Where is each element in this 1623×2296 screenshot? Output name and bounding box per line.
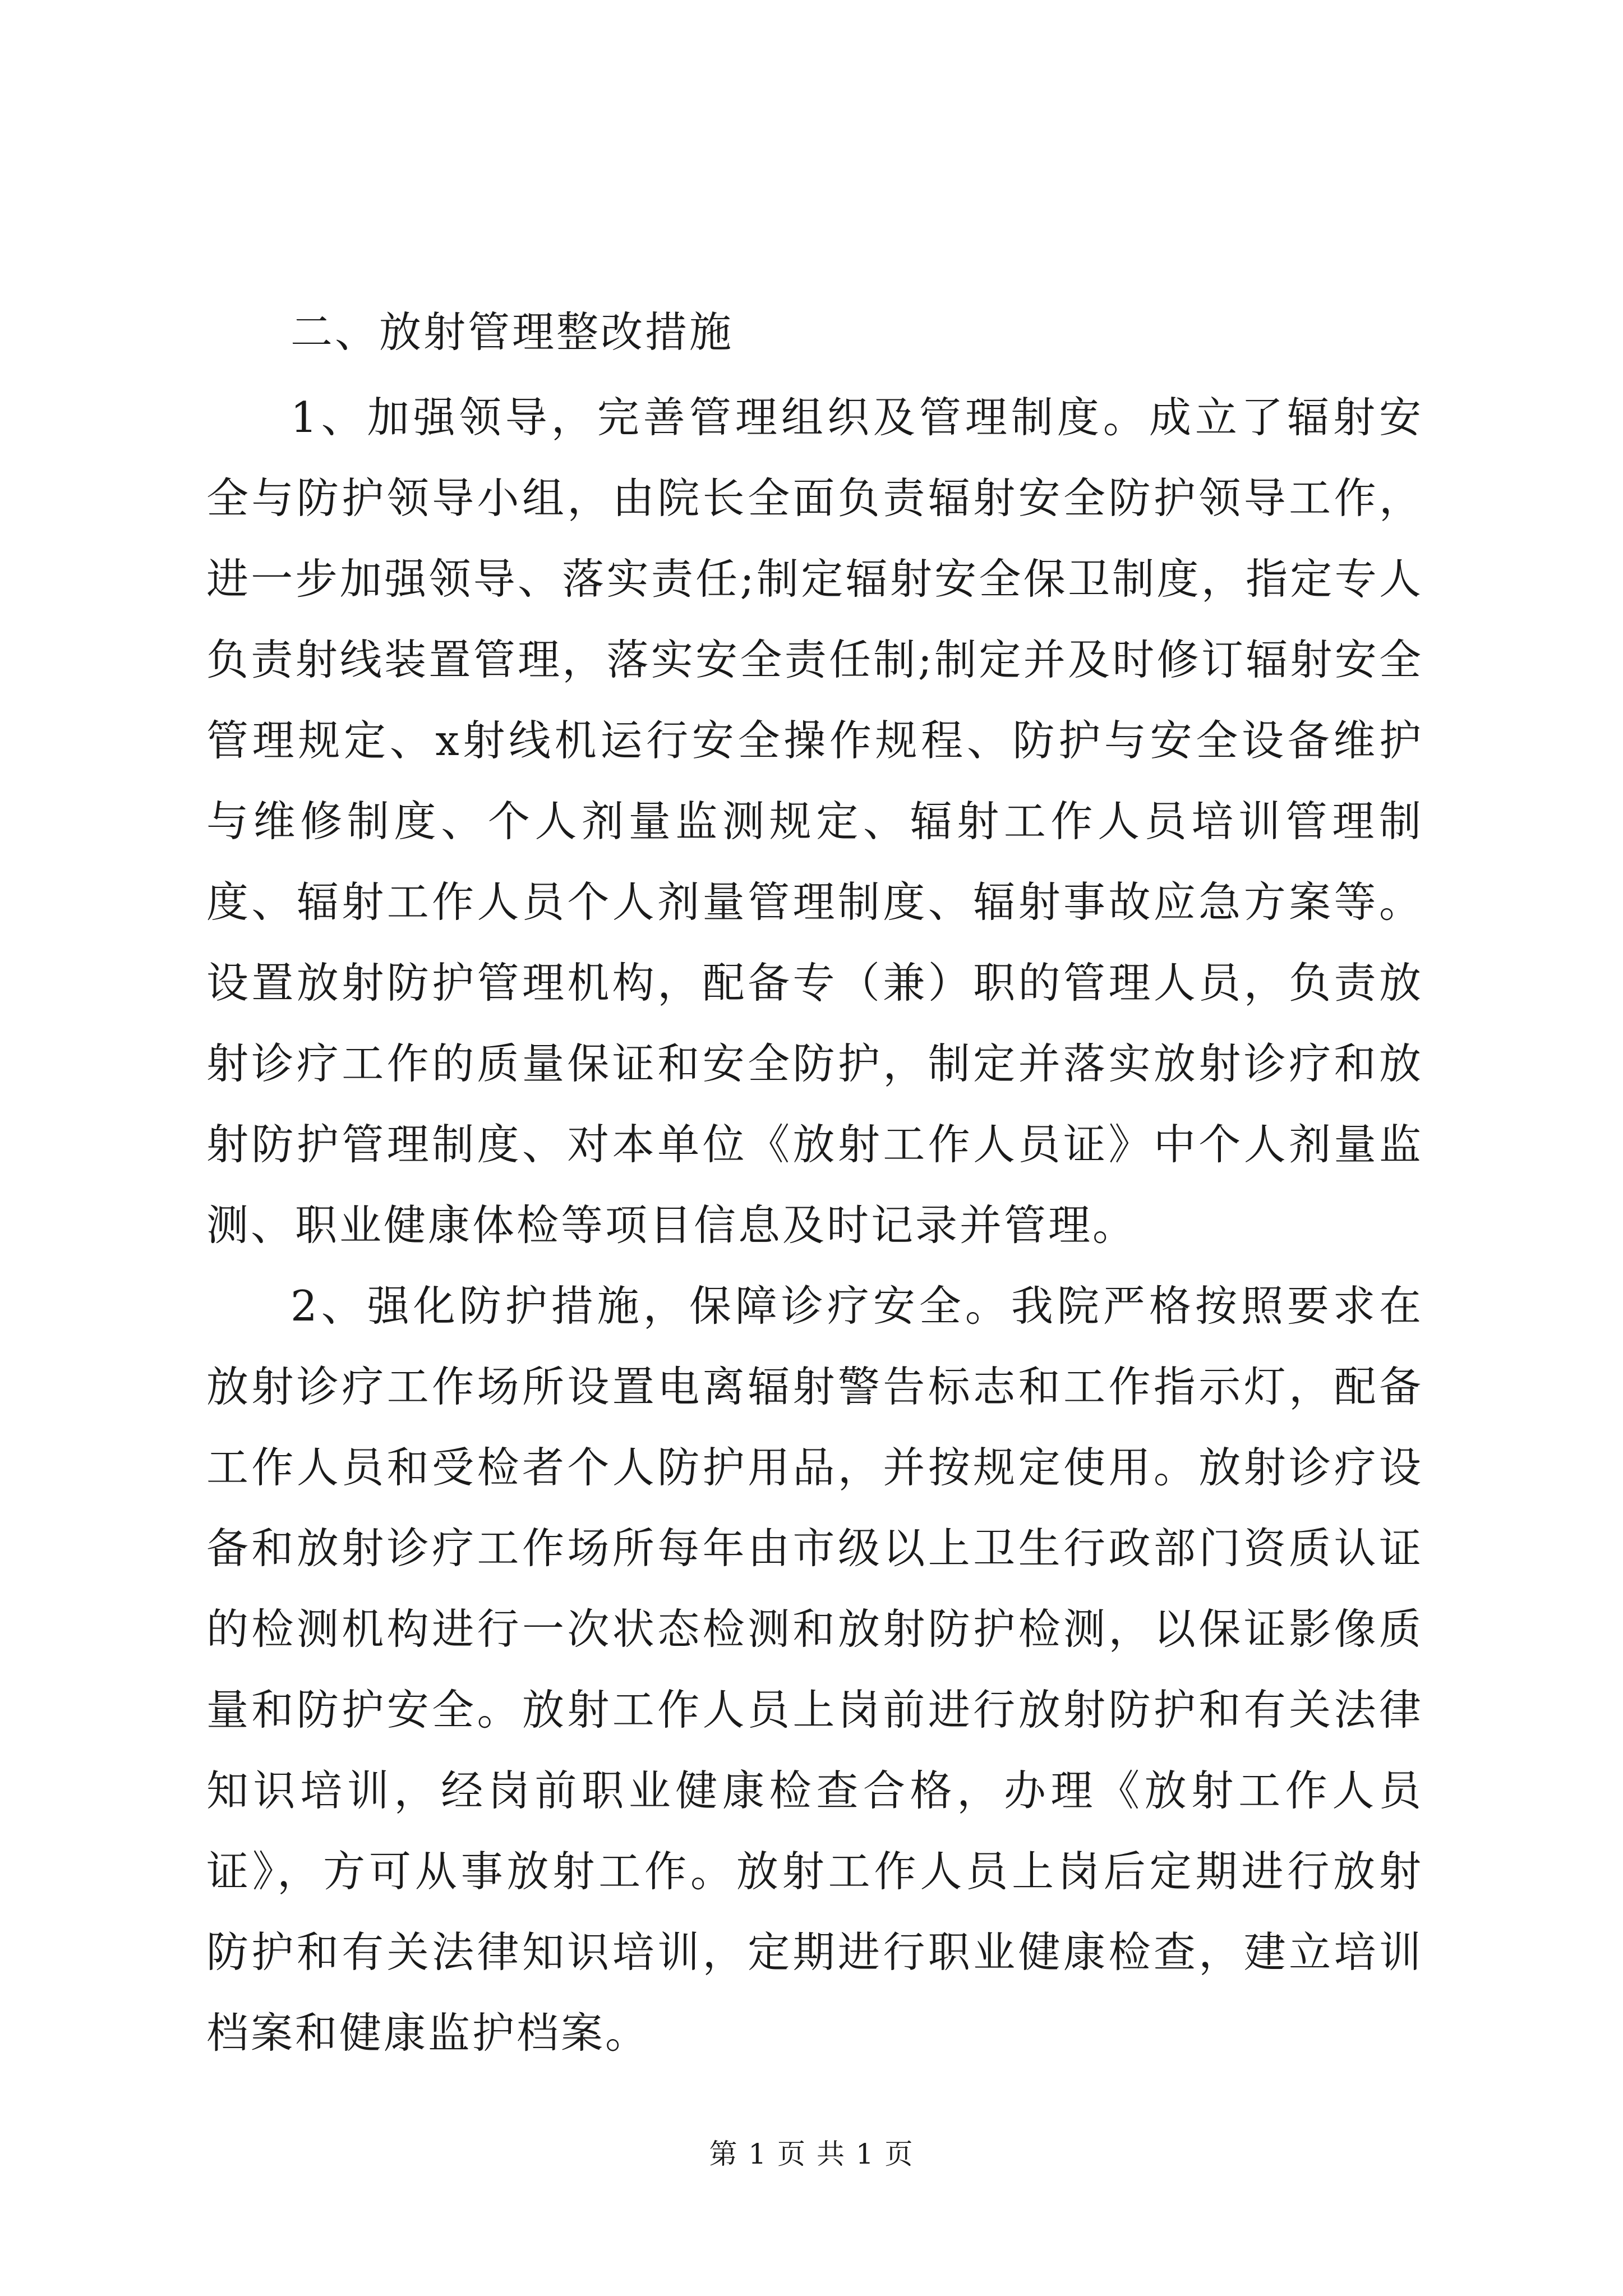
document-body [206, 292, 1423, 2073]
paragraph-1: 1、加强领导，完善管理组织及管理制度。成立了辐射安全与防护领导小组，由院长全面负责辐射安全防护领导工作，进一步加强领导、落实责任;制定辐射安全保卫制度，指定专人负责射线装置管理，落实安全责任制;制定并及时修订辐射安全管理规定、x射线机运行安全操作规程、防护与安全设备维护与维修制度、个人剂量监测规定、辐射工作人员培训管理制度、辐射工作人员个人剂量管理制度、辐射事故应急方案等。设置放射防护管理机构，配备专（兼）职的管理人员，负责放射诊疗工作的质量保证和安全防护，制定并落实放射诊疗和放射防护管理制度、对本单位《放射工作人员证》中个人剂量监测、职业健康体检等项目信息及时记录并管理。 [206, 393, 1423, 1250]
section-heading: 二、放射管理整改措施 [291, 307, 734, 357]
paragraph-2: 2、强化防护措施，保障诊疗安全。我院严格按照要求在放射诊疗工作场所设置电离辐射警告标志和工作指示灯，配备工作人员和受检者个人防护用品，并按规定使用。放射诊疗设备和放射诊疗工作场所每年由市级以上卫生行政部门资质认证的检测机构进行一次状态检测和放射防护检测，以保证影像质量和防护安全。放射工作人员上岗前进行放射防护和有关法律知识培训，经岗前职业健康检查合格，办理《放射工作人员证》，方可从事放射工作。放射工作人员上岗后定期进行放射防护和有关法律知识培训，定期进行职业健康检查，建立培训档案和健康监护档案。 [206, 1281, 1423, 2058]
page-number-footer: 第 1 页 共 1 页 [709, 2138, 914, 2170]
